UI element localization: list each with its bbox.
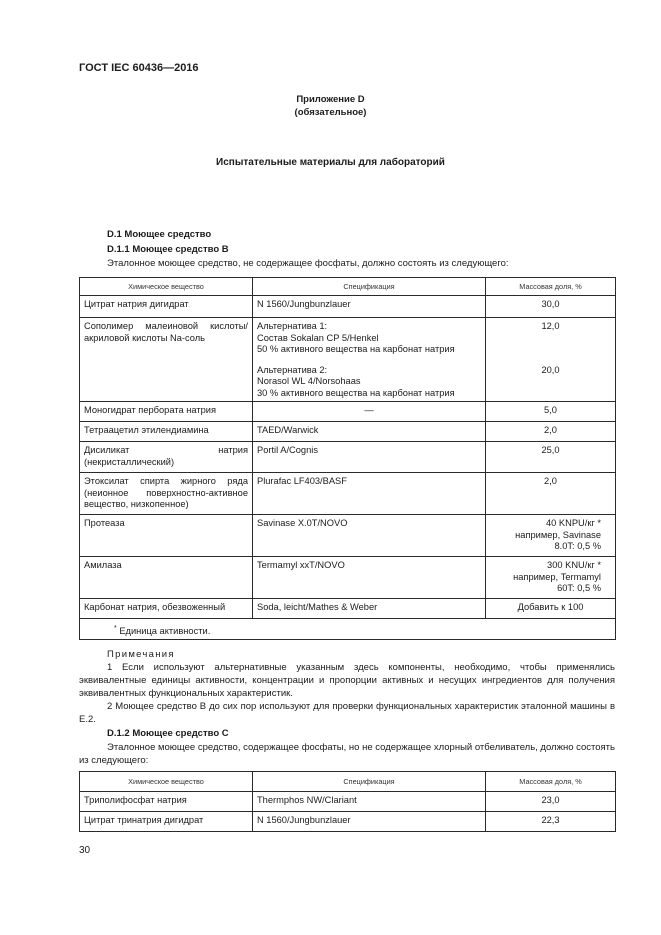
table-row	[80, 318, 616, 402]
cell-mass: 22,3	[486, 812, 616, 832]
table-footnote	[80, 619, 616, 640]
cell-spec	[253, 318, 486, 402]
section-heading-d1: D.1 Моющее средство	[107, 229, 212, 240]
column-header-substance: Химическое вещество	[80, 278, 253, 296]
mass-example: например, Termamyl	[513, 571, 601, 582]
cell-substance: Тетраацетил этилендиамина	[80, 422, 253, 442]
alt2-note: 30 % активного вещества на карбонат натрия	[257, 387, 455, 398]
cell-substance: Карбонат натрия, обезвоженный	[80, 599, 253, 619]
document-id: ГОСТ IEC 60436—2016	[79, 62, 199, 74]
cell-spec: Thermphos NW/Clariant	[253, 792, 486, 812]
table-row	[80, 442, 616, 473]
cell-spec: Plurafac LF403/BASF	[253, 473, 486, 515]
column-header-spec: Спецификация	[253, 278, 486, 296]
alt1-note: 50 % активного вещества на карбонат натрия	[257, 344, 455, 354]
cell-substance: Амилаза	[80, 557, 253, 599]
cell-mass	[486, 515, 616, 557]
cell-substance: Моногидрат пербората натрия	[80, 402, 253, 422]
section-intro-d1-1: Эталонное моющее средство, не содержащее фосфаты, должно состоять из следующего:	[107, 258, 509, 269]
column-header-mass: Массовая доля, %	[486, 278, 616, 296]
alt2-label: Альтернатива 2:	[257, 364, 328, 375]
alt2-mass: 20,0	[541, 364, 560, 375]
mass-example: например, Savinase	[515, 529, 601, 540]
table-footnote-row	[80, 619, 616, 640]
cell-mass: Добавить к 100	[486, 599, 616, 619]
cell-mass: 5,0	[486, 402, 616, 422]
table-row	[80, 792, 616, 812]
table-row	[80, 812, 616, 832]
table-row	[80, 402, 616, 422]
cell-substance: Протеаза	[80, 515, 253, 557]
annex-title: Испытательные материалы для лабораторий	[216, 157, 445, 168]
cell-spec: N 1560/Jungbunzlauer	[253, 296, 486, 318]
cell-spec: Soda, leicht/Mathes & Weber	[253, 599, 486, 619]
table-row	[80, 296, 616, 318]
mass-activity: 300 KNU/кг *	[547, 560, 601, 570]
column-header-substance: Химическое вещество	[80, 772, 253, 792]
alt1-label: Альтернатива 1:	[257, 321, 328, 331]
mass-activity: 40 KNPU/кг *	[546, 518, 601, 528]
composition-table-c	[79, 771, 616, 832]
annex-label: Приложение D	[296, 94, 365, 105]
table-header-row	[80, 278, 616, 296]
note-1: 1 Если используют альтернативные указанным здесь компоненты, необходимо, чтобы применялись эквивалентные единицы активности, концентрации и пропорции активных и несущих ингредиентов для получения эквивалентных функциональных характеристик.	[79, 662, 615, 699]
alt1-mass: 12,0	[541, 321, 560, 331]
table-row	[80, 422, 616, 442]
annex-status: (обязательное)	[294, 107, 367, 118]
page-number: 30	[79, 845, 91, 856]
cell-mass: 23,0	[486, 792, 616, 812]
cell-substance: Цитрат тринатрия дигидрат	[80, 812, 253, 832]
cell-substance: Дисиликат натрия (некристаллический)	[80, 442, 253, 473]
cell-mass: 25,0	[486, 442, 616, 473]
cell-mass	[486, 557, 616, 599]
cell-spec: —	[253, 402, 486, 422]
cell-mass: 30,0	[486, 296, 616, 318]
section-intro-d1-2: Эталонное моющее средство, содержащее фосфаты, но не содержащее хлорный отбеливатель, должно состоять из следующего:	[79, 742, 615, 766]
notes-heading: Примечания	[107, 649, 175, 660]
cell-substance: Цитрат натрия дигидрат	[80, 296, 253, 318]
cell-mass: 2,0	[486, 422, 616, 442]
mass-fraction: 8.0T: 0,5 %	[554, 541, 601, 551]
composition-table-b	[79, 277, 616, 640]
footnote-mark: *	[114, 625, 117, 632]
mass-fraction: 60T: 0,5 %	[557, 583, 601, 593]
cell-mass	[486, 318, 616, 402]
section-heading-d1-2: D.1.2 Моющее средство С	[107, 728, 229, 739]
alt2-product: Norasol WL 4/Norsohaas	[257, 376, 361, 386]
cell-substance: Триполифосфат натрия	[80, 792, 253, 812]
cell-mass: 2,0	[486, 473, 616, 515]
cell-substance: Сополимер малеиновой кислоты/акриловой кислоты Na-соль	[80, 318, 253, 402]
cell-spec: Portil A/Cognis	[253, 442, 486, 473]
column-header-spec: Спецификация	[253, 772, 486, 792]
table-row	[80, 515, 616, 557]
cell-substance: Этоксилат спирта жирного ряда (неионное поверхностно-активное вещество, низкопенное)	[80, 473, 253, 515]
annex-heading	[0, 93, 661, 119]
table-row	[80, 557, 616, 599]
cell-spec: TAED/Warwick	[253, 422, 486, 442]
table-header-row	[80, 772, 616, 792]
cell-spec: N 1560/Jungbunzlauer	[253, 812, 486, 832]
cell-spec: Termamyl xxT/NOVO	[253, 557, 486, 599]
table-row	[80, 599, 616, 619]
alt1-product: Состав Sokalan CP 5/Henkel	[257, 332, 379, 343]
footnote-text: Единица активности.	[119, 626, 211, 637]
note-2: 2 Моющее средство В до сих пор используют для проверки функциональных характеристик эталонной машины в Е.2.	[79, 701, 615, 725]
column-header-mass: Массовая доля, %	[486, 772, 616, 792]
cell-spec: Savinase X.0T/NOVO	[253, 515, 486, 557]
table-row	[80, 473, 616, 515]
section-heading-d1-1: D.1.1 Моющее средство В	[107, 244, 229, 255]
